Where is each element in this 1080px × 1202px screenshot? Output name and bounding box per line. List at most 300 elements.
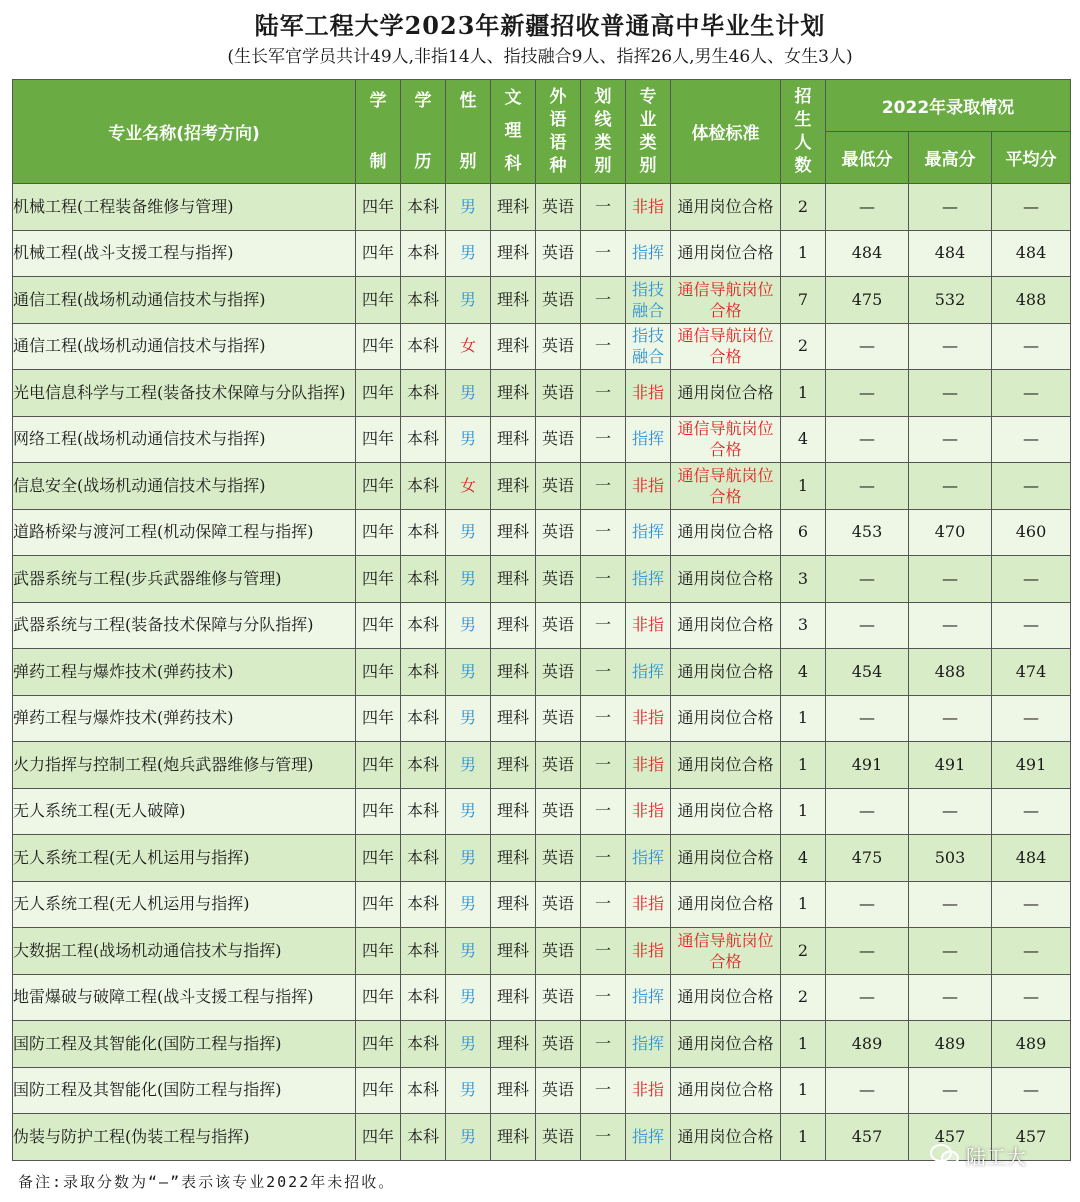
cell-physical: 通用岗位合格 [671, 974, 781, 1021]
cell-duration: 四年 [356, 974, 401, 1021]
cell-avg-score: 491 [992, 742, 1071, 789]
cell-track: 理科 [491, 416, 536, 463]
cell-avg-score: — [992, 184, 1071, 231]
cell-major-type: 指挥 [626, 1114, 671, 1161]
table-row [13, 881, 1071, 928]
cell-enroll-count: 2 [781, 974, 826, 1021]
cell-track: 理科 [491, 1021, 536, 1068]
cell-major-type: 非指 [626, 881, 671, 928]
cell-major-type: 非指 [626, 695, 671, 742]
cell-line-type: 一 [581, 881, 626, 928]
cell-language: 英语 [536, 649, 581, 696]
cell-degree: 本科 [401, 556, 446, 603]
cell-language: 英语 [536, 1067, 581, 1114]
cell-min-score: — [826, 928, 909, 975]
cell-track: 理科 [491, 463, 536, 510]
cell-major: 无人系统工程(无人机运用与指挥) [13, 835, 356, 882]
cell-track: 理科 [491, 509, 536, 556]
cell-degree: 本科 [401, 788, 446, 835]
cell-enroll-count: 1 [781, 788, 826, 835]
cell-physical: 通用岗位合格 [671, 1067, 781, 1114]
cell-line-type: 一 [581, 556, 626, 603]
cell-duration: 四年 [356, 1021, 401, 1068]
cell-max-score: — [909, 881, 992, 928]
cell-track: 理科 [491, 277, 536, 324]
cell-physical: 通用岗位合格 [671, 695, 781, 742]
cell-avg-score: 484 [992, 835, 1071, 882]
cell-max-score: — [909, 323, 992, 370]
enrollment-plan-table [12, 79, 1071, 1161]
cell-physical: 通信导航岗位合格 [671, 928, 781, 975]
cell-language: 英语 [536, 974, 581, 1021]
cell-degree: 本科 [401, 509, 446, 556]
cell-max-score: 484 [909, 230, 992, 277]
cell-track: 理科 [491, 881, 536, 928]
cell-min-score: 475 [826, 835, 909, 882]
table-row [13, 649, 1071, 696]
cell-duration: 四年 [356, 509, 401, 556]
table-row [13, 695, 1071, 742]
cell-avg-score: 489 [992, 1021, 1071, 1068]
cell-duration: 四年 [356, 695, 401, 742]
table-row [13, 1067, 1071, 1114]
cell-language: 英语 [536, 323, 581, 370]
cell-major: 机械工程(工程装备维修与管理) [13, 184, 356, 231]
cell-degree: 本科 [401, 230, 446, 277]
cell-major-type: 非指 [626, 463, 671, 510]
wechat-icon [930, 1142, 960, 1168]
cell-degree: 本科 [401, 835, 446, 882]
cell-max-score: — [909, 1067, 992, 1114]
header-degree: 学 历 [401, 80, 446, 184]
header-language: 外 语 语 种 [536, 80, 581, 184]
cell-major: 网络工程(战场机动通信技术与指挥) [13, 416, 356, 463]
cell-duration: 四年 [356, 463, 401, 510]
cell-major-type: 非指 [626, 370, 671, 417]
cell-major: 光电信息科学与工程(装备技术保障与分队指挥) [13, 370, 356, 417]
cell-enroll-count: 1 [781, 1067, 826, 1114]
cell-major: 无人系统工程(无人机运用与指挥) [13, 881, 356, 928]
cell-track: 理科 [491, 695, 536, 742]
table-row [13, 1021, 1071, 1068]
cell-degree: 本科 [401, 695, 446, 742]
cell-line-type: 一 [581, 463, 626, 510]
table-row [13, 184, 1071, 231]
cell-degree: 本科 [401, 370, 446, 417]
table-row [13, 1114, 1071, 1161]
table-body [13, 184, 1071, 1161]
cell-degree: 本科 [401, 463, 446, 510]
cell-avg-score: — [992, 788, 1071, 835]
table-row [13, 556, 1071, 603]
cell-track: 理科 [491, 788, 536, 835]
cell-enroll-count: 1 [781, 463, 826, 510]
table-row [13, 835, 1071, 882]
watermark-text: 陆工大 [966, 1144, 1026, 1169]
cell-major-type: 指挥 [626, 556, 671, 603]
cell-max-score: — [909, 556, 992, 603]
cell-duration: 四年 [356, 788, 401, 835]
cell-min-score: — [826, 463, 909, 510]
cell-enroll-count: 4 [781, 649, 826, 696]
cell-line-type: 一 [581, 416, 626, 463]
cell-language: 英语 [536, 370, 581, 417]
cell-gender: 男 [446, 1067, 491, 1114]
cell-major-type: 指挥 [626, 1021, 671, 1068]
cell-avg-score: — [992, 370, 1071, 417]
cell-major: 火力指挥与控制工程(炮兵武器维修与管理) [13, 742, 356, 789]
cell-max-score: — [909, 370, 992, 417]
table-row [13, 602, 1071, 649]
cell-gender: 女 [446, 323, 491, 370]
cell-duration: 四年 [356, 277, 401, 324]
cell-enroll-count: 1 [781, 1114, 826, 1161]
header-enroll-count: 招 生 人 数 [781, 80, 826, 184]
cell-gender: 男 [446, 788, 491, 835]
cell-language: 英语 [536, 556, 581, 603]
cell-major: 通信工程(战场机动通信技术与指挥) [13, 277, 356, 324]
cell-enroll-count: 4 [781, 416, 826, 463]
table-row [13, 370, 1071, 417]
header-major-type: 专 业 类 别 [626, 80, 671, 184]
cell-max-score: 489 [909, 1021, 992, 1068]
cell-language: 英语 [536, 184, 581, 231]
cell-duration: 四年 [356, 556, 401, 603]
cell-degree: 本科 [401, 742, 446, 789]
cell-language: 英语 [536, 881, 581, 928]
cell-major: 通信工程(战场机动通信技术与指挥) [13, 323, 356, 370]
cell-gender: 男 [446, 416, 491, 463]
header-major: 专业名称(招考方向) [13, 80, 356, 184]
cell-avg-score: 484 [992, 230, 1071, 277]
cell-max-score: — [909, 695, 992, 742]
cell-line-type: 一 [581, 370, 626, 417]
cell-max-score: — [909, 788, 992, 835]
cell-enroll-count: 4 [781, 835, 826, 882]
cell-gender: 男 [446, 184, 491, 231]
cell-major-type: 非指 [626, 1067, 671, 1114]
cell-max-score: — [909, 928, 992, 975]
cell-degree: 本科 [401, 881, 446, 928]
cell-max-score: — [909, 974, 992, 1021]
cell-line-type: 一 [581, 509, 626, 556]
cell-duration: 四年 [356, 370, 401, 417]
cell-enroll-count: 1 [781, 881, 826, 928]
page-title: 陆军工程大学2023年新疆招收普通高中毕业生计划 [254, 11, 826, 40]
cell-track: 理科 [491, 1067, 536, 1114]
cell-duration: 四年 [356, 835, 401, 882]
cell-physical: 通用岗位合格 [671, 881, 781, 928]
cell-language: 英语 [536, 835, 581, 882]
cell-physical: 通用岗位合格 [671, 742, 781, 789]
watermark [930, 1138, 1070, 1172]
cell-duration: 四年 [356, 416, 401, 463]
cell-major-type: 指挥 [626, 509, 671, 556]
cell-min-score: — [826, 602, 909, 649]
table-row [13, 416, 1071, 463]
cell-min-score: — [826, 184, 909, 231]
cell-major-type: 指挥 [626, 230, 671, 277]
cell-physical: 通用岗位合格 [671, 1114, 781, 1161]
cell-min-score: — [826, 1067, 909, 1114]
footnote: 备注:录取分数为“—”表示该专业2022年未招收。 [18, 1173, 396, 1191]
cell-enroll-count: 1 [781, 742, 826, 789]
cell-line-type: 一 [581, 695, 626, 742]
cell-enroll-count: 1 [781, 695, 826, 742]
cell-degree: 本科 [401, 277, 446, 324]
cell-major: 地雷爆破与破障工程(战斗支援工程与指挥) [13, 974, 356, 1021]
cell-major: 道路桥梁与渡河工程(机动保障工程与指挥) [13, 509, 356, 556]
cell-min-score: — [826, 370, 909, 417]
cell-line-type: 一 [581, 1114, 626, 1161]
cell-line-type: 一 [581, 602, 626, 649]
cell-line-type: 一 [581, 788, 626, 835]
cell-language: 英语 [536, 509, 581, 556]
cell-enroll-count: 1 [781, 1021, 826, 1068]
cell-gender: 男 [446, 1021, 491, 1068]
table-row [13, 788, 1071, 835]
cell-track: 理科 [491, 370, 536, 417]
cell-gender: 男 [446, 649, 491, 696]
cell-min-score: — [826, 881, 909, 928]
cell-avg-score: — [992, 881, 1071, 928]
cell-major-type: 非指 [626, 928, 671, 975]
cell-gender: 男 [446, 602, 491, 649]
table-row [13, 742, 1071, 789]
cell-language: 英语 [536, 742, 581, 789]
cell-duration: 四年 [356, 649, 401, 696]
cell-gender: 男 [446, 881, 491, 928]
cell-avg-score: 460 [992, 509, 1071, 556]
cell-avg-score: — [992, 928, 1071, 975]
cell-language: 英语 [536, 788, 581, 835]
cell-duration: 四年 [356, 742, 401, 789]
cell-degree: 本科 [401, 1021, 446, 1068]
cell-degree: 本科 [401, 649, 446, 696]
cell-avg-score: — [992, 695, 1071, 742]
cell-track: 理科 [491, 928, 536, 975]
cell-min-score: 457 [826, 1114, 909, 1161]
cell-gender: 男 [446, 928, 491, 975]
cell-line-type: 一 [581, 323, 626, 370]
cell-track: 理科 [491, 742, 536, 789]
cell-physical: 通用岗位合格 [671, 230, 781, 277]
cell-physical: 通用岗位合格 [671, 1021, 781, 1068]
cell-major-type: 指挥 [626, 416, 671, 463]
cell-max-score: 491 [909, 742, 992, 789]
cell-min-score: 491 [826, 742, 909, 789]
cell-major: 无人系统工程(无人破障) [13, 788, 356, 835]
cell-degree: 本科 [401, 928, 446, 975]
cell-degree: 本科 [401, 184, 446, 231]
table-row [13, 463, 1071, 510]
cell-physical: 通信导航岗位合格 [671, 323, 781, 370]
cell-major: 机械工程(战斗支援工程与指挥) [13, 230, 356, 277]
cell-line-type: 一 [581, 1067, 626, 1114]
cell-physical: 通用岗位合格 [671, 788, 781, 835]
cell-track: 理科 [491, 323, 536, 370]
cell-degree: 本科 [401, 602, 446, 649]
header-min-score: 最低分 [826, 132, 909, 184]
cell-track: 理科 [491, 1114, 536, 1161]
cell-line-type: 一 [581, 230, 626, 277]
cell-max-score: 457 [909, 1114, 992, 1161]
cell-physical: 通信导航岗位合格 [671, 463, 781, 510]
cell-major: 信息安全(战场机动通信技术与指挥) [13, 463, 356, 510]
cell-gender: 男 [446, 742, 491, 789]
cell-gender: 男 [446, 230, 491, 277]
cell-degree: 本科 [401, 1067, 446, 1114]
cell-avg-score: — [992, 416, 1071, 463]
cell-track: 理科 [491, 184, 536, 231]
cell-duration: 四年 [356, 881, 401, 928]
cell-max-score: — [909, 184, 992, 231]
cell-min-score: — [826, 323, 909, 370]
header-gender: 性 别 [446, 80, 491, 184]
cell-language: 英语 [536, 230, 581, 277]
cell-max-score: — [909, 602, 992, 649]
cell-major-type: 指挥 [626, 835, 671, 882]
cell-gender: 男 [446, 370, 491, 417]
cell-min-score: 454 [826, 649, 909, 696]
cell-degree: 本科 [401, 1114, 446, 1161]
cell-max-score: — [909, 463, 992, 510]
cell-line-type: 一 [581, 649, 626, 696]
cell-line-type: 一 [581, 974, 626, 1021]
cell-language: 英语 [536, 695, 581, 742]
cell-duration: 四年 [356, 928, 401, 975]
cell-physical: 通用岗位合格 [671, 556, 781, 603]
cell-language: 英语 [536, 1021, 581, 1068]
cell-major-type: 非指 [626, 788, 671, 835]
cell-duration: 四年 [356, 602, 401, 649]
cell-track: 理科 [491, 602, 536, 649]
cell-gender: 男 [446, 509, 491, 556]
cell-avg-score: — [992, 974, 1071, 1021]
cell-max-score: 470 [909, 509, 992, 556]
header-line-type: 划 线 类 别 [581, 80, 626, 184]
cell-gender: 男 [446, 277, 491, 324]
cell-avg-score: — [992, 323, 1071, 370]
table-row [13, 928, 1071, 975]
cell-track: 理科 [491, 649, 536, 696]
cell-physical: 通信导航岗位合格 [671, 277, 781, 324]
cell-gender: 男 [446, 974, 491, 1021]
cell-max-score: 503 [909, 835, 992, 882]
cell-major: 国防工程及其智能化(国防工程与指挥) [13, 1021, 356, 1068]
cell-min-score: 453 [826, 509, 909, 556]
cell-track: 理科 [491, 974, 536, 1021]
cell-avg-score: 488 [992, 277, 1071, 324]
header-admission-2022: 2022年录取情况 [826, 80, 1071, 132]
cell-language: 英语 [536, 602, 581, 649]
cell-min-score: — [826, 695, 909, 742]
cell-language: 英语 [536, 463, 581, 510]
cell-min-score: — [826, 416, 909, 463]
cell-avg-score: 457 [992, 1114, 1071, 1161]
cell-language: 英语 [536, 277, 581, 324]
cell-line-type: 一 [581, 928, 626, 975]
header-track: 文 理 科 [491, 80, 536, 184]
cell-degree: 本科 [401, 323, 446, 370]
cell-duration: 四年 [356, 323, 401, 370]
cell-degree: 本科 [401, 416, 446, 463]
cell-enroll-count: 2 [781, 928, 826, 975]
header-duration: 学 制 [356, 80, 401, 184]
cell-major: 大数据工程(战场机动通信技术与指挥) [13, 928, 356, 975]
cell-min-score: 489 [826, 1021, 909, 1068]
cell-min-score: 475 [826, 277, 909, 324]
cell-physical: 通用岗位合格 [671, 370, 781, 417]
table-row [13, 323, 1071, 370]
cell-duration: 四年 [356, 1067, 401, 1114]
cell-major-type: 指技融合 [626, 277, 671, 324]
header-physical: 体检标准 [671, 80, 781, 184]
cell-avg-score: 474 [992, 649, 1071, 696]
cell-major: 伪装与防护工程(伪装工程与指挥) [13, 1114, 356, 1161]
cell-enroll-count: 1 [781, 370, 826, 417]
cell-major: 弹药工程与爆炸技术(弹药技术) [13, 695, 356, 742]
cell-avg-score: — [992, 602, 1071, 649]
cell-physical: 通用岗位合格 [671, 602, 781, 649]
cell-language: 英语 [536, 928, 581, 975]
cell-line-type: 一 [581, 742, 626, 789]
table-row [13, 974, 1071, 1021]
cell-major-type: 指技融合 [626, 323, 671, 370]
table-row [13, 277, 1071, 324]
cell-line-type: 一 [581, 184, 626, 231]
cell-max-score: 488 [909, 649, 992, 696]
cell-line-type: 一 [581, 1021, 626, 1068]
cell-duration: 四年 [356, 184, 401, 231]
cell-max-score: — [909, 416, 992, 463]
cell-degree: 本科 [401, 974, 446, 1021]
cell-major: 国防工程及其智能化(国防工程与指挥) [13, 1067, 356, 1114]
cell-min-score: — [826, 788, 909, 835]
cell-avg-score: — [992, 463, 1071, 510]
cell-language: 英语 [536, 416, 581, 463]
cell-enroll-count: 2 [781, 323, 826, 370]
cell-avg-score: — [992, 1067, 1071, 1114]
page-subtitle: (生长军官学员共计49人,非指14人、指技融合9人、指挥26人,男生46人、女生3人) [227, 47, 853, 67]
cell-duration: 四年 [356, 230, 401, 277]
cell-physical: 通信导航岗位合格 [671, 416, 781, 463]
cell-duration: 四年 [356, 1114, 401, 1161]
cell-enroll-count: 2 [781, 184, 826, 231]
cell-track: 理科 [491, 230, 536, 277]
table-row [13, 509, 1071, 556]
header-avg-score: 平均分 [992, 132, 1071, 184]
cell-physical: 通用岗位合格 [671, 835, 781, 882]
cell-line-type: 一 [581, 835, 626, 882]
cell-enroll-count: 6 [781, 509, 826, 556]
cell-avg-score: — [992, 556, 1071, 603]
cell-physical: 通用岗位合格 [671, 509, 781, 556]
cell-major-type: 指挥 [626, 649, 671, 696]
cell-physical: 通用岗位合格 [671, 649, 781, 696]
cell-major-type: 非指 [626, 742, 671, 789]
cell-enroll-count: 3 [781, 602, 826, 649]
cell-max-score: 532 [909, 277, 992, 324]
table-row [13, 230, 1071, 277]
cell-min-score: — [826, 974, 909, 1021]
cell-min-score: 484 [826, 230, 909, 277]
cell-major-type: 非指 [626, 184, 671, 231]
cell-min-score: — [826, 556, 909, 603]
cell-gender: 男 [446, 1114, 491, 1161]
cell-gender: 女 [446, 463, 491, 510]
cell-major-type: 非指 [626, 602, 671, 649]
